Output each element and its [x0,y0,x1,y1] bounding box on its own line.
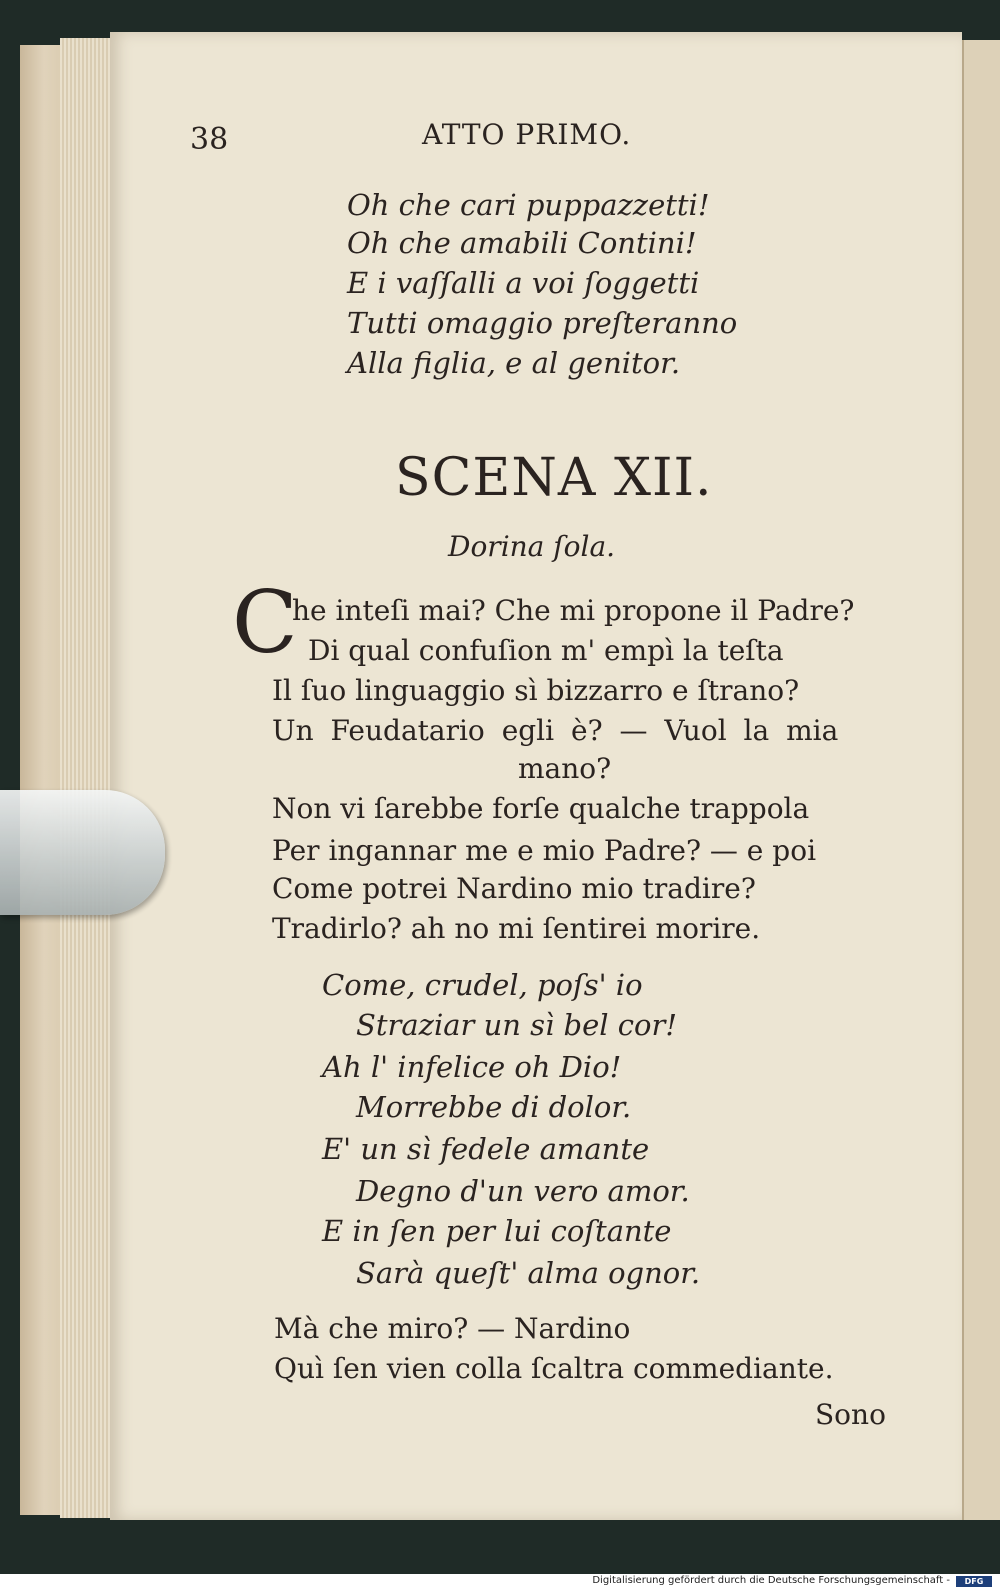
verse-line: Tutti omaggio preſteranno [347,306,738,340]
verse-line: Oh che amabili Contini! [347,226,697,260]
closing-line: Quì ſen vien colla ſcaltra commediante. [274,1352,834,1385]
aria-line: E in ſen per lui coſtante [322,1214,672,1248]
scene-subtitle: Dorina ſola. [448,530,616,563]
catchword: Sono [815,1398,886,1431]
aria-line: E' un sì fedele amante [322,1132,650,1166]
recitative-line: Un Feudatario egli è? — Vuol la mia [272,714,839,747]
recitative-line: mano? [518,752,612,785]
recitative-line: Tradirlo? ah no mi ſentirei morire. [272,912,761,945]
verse-line: E i vaſſalli a voi ſoggetti [347,266,700,300]
recitative-line: Non vi ſarebbe forſe qualche trappola [272,792,810,825]
aria-line: Morrebbe di dolor. [356,1090,632,1124]
footer-credit: Digitalisierung gefördert durch die Deutsche Forschungsgemeinschaft - [592,1575,950,1586]
recitative-line: he inteſi mai? Che mi propone il Padre? [292,594,855,627]
aria-line: Come, crudel, poſs' io [322,968,643,1002]
recitative-line: Di qual confuſion m' empì la teſta [308,634,784,667]
recitative-line: Per ingannar me e mio Padre? — e poi [272,834,817,867]
aria-line: Sarà queſt' alma ognor. [356,1256,701,1290]
page-number: 38 [190,122,229,157]
verse-line: Oh che cari puppazzetti! [347,188,710,222]
aria-line: Degno d'un vero amor. [356,1174,690,1208]
closing-line: Mà che miro? — Nardino [274,1312,631,1345]
verse-line: Alla figlia, e al genitor. [347,346,681,380]
dfg-logo: DFG [956,1576,992,1587]
drop-cap: C [232,573,298,673]
facing-page-edge [962,40,1000,1520]
aria-line: Ah l' infelice oh Dio! [322,1050,622,1084]
aria-line: Straziar un sì bel cor! [356,1008,677,1042]
recitative-line: Come potrei Nardino mio tradire? [272,872,756,905]
running-title: ATTO PRIMO. [422,118,632,151]
scene-title: SCENA XII. [395,448,713,508]
recitative-line: Il ſuo linguaggio sì bizzarro e ſtrano? [272,674,800,707]
page-clip [0,790,165,915]
